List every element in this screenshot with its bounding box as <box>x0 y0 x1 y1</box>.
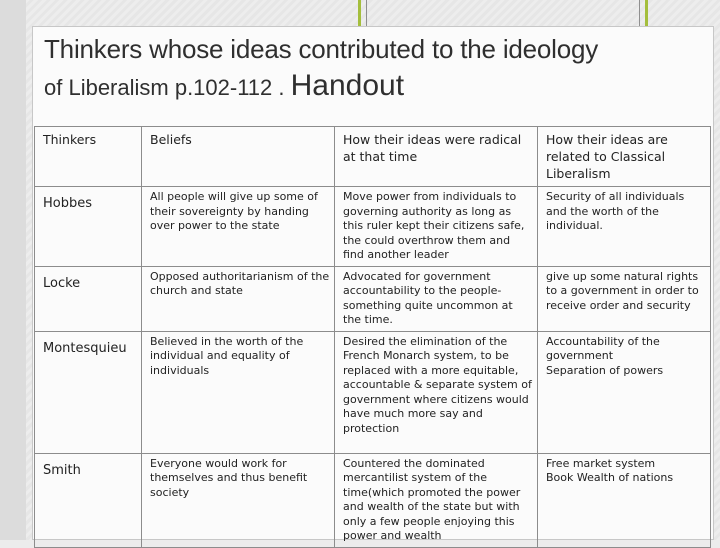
beliefs-cell: All people will give up some of their sovereignty by handing over power to the state <box>142 187 335 267</box>
thinkers-table <box>34 126 711 548</box>
left-edge-panel <box>0 0 26 540</box>
related-line: give up some natural rights to a government in order to receive order and security <box>546 269 699 312</box>
radical-cell: Move power from individuals to governing authority as long as this ruler kept their citizens safe, the could overthrow them and find another leader <box>335 187 538 267</box>
beliefs-cell: Everyone would work for themselves and thus benefit society <box>142 453 335 547</box>
slide-title <box>44 32 684 104</box>
radical-cell: Desired the elimination of the French Monarch system, to be replaced with a more equitable, accountable & separate system of government where citizens would have much more say and protection <box>335 331 538 453</box>
title-line-1: Thinkers whose ideas contributed to the ideology <box>44 34 599 64</box>
table-header-row <box>35 127 711 187</box>
thinker-name: Montesquieu <box>35 331 142 453</box>
thinker-name: Smith <box>35 453 142 547</box>
beliefs-cell: Believed in the worth of the individual and equality of individuals <box>142 331 335 453</box>
thinker-name: Locke <box>35 266 142 331</box>
header-beliefs: Beliefs <box>142 127 335 187</box>
title-line-2 <box>44 70 684 104</box>
table-row <box>35 266 711 331</box>
related-line: Accountability of the government <box>546 334 660 362</box>
related-cell <box>538 187 711 267</box>
related-cell <box>538 331 711 453</box>
related-cell <box>538 266 711 331</box>
related-line: Book Wealth of nations <box>546 471 674 484</box>
related-cell <box>538 453 711 547</box>
header-radical: How their ideas were radical at that time <box>335 127 538 187</box>
related-line: Separation of powers <box>546 363 664 377</box>
radical-cell: Advocated for government accountability to the people- something quite uncommon at the time. <box>335 266 538 331</box>
radical-cell: Countered the dominated mercantilist system of the time(which promoted the power and wealth of the state but with only a few people enjoying this power and wealth <box>335 453 538 547</box>
related-line: Free market system <box>546 456 656 470</box>
related-line: Security of all individuals and the worth of the individual. <box>546 190 685 232</box>
table-row <box>35 331 711 453</box>
table-row <box>35 187 711 267</box>
beliefs-cell: Opposed authoritarianism of the church and state <box>142 266 335 331</box>
table-row <box>35 453 711 547</box>
title-handout-word: Handout <box>290 69 405 102</box>
header-thinkers: Thinkers <box>35 127 142 187</box>
thinker-name: Hobbes <box>35 187 142 267</box>
title-line-2-text: of Liberalism p.102-112 . <box>44 75 291 100</box>
header-related: How their ideas are related to Classical Liberalism <box>538 127 711 187</box>
